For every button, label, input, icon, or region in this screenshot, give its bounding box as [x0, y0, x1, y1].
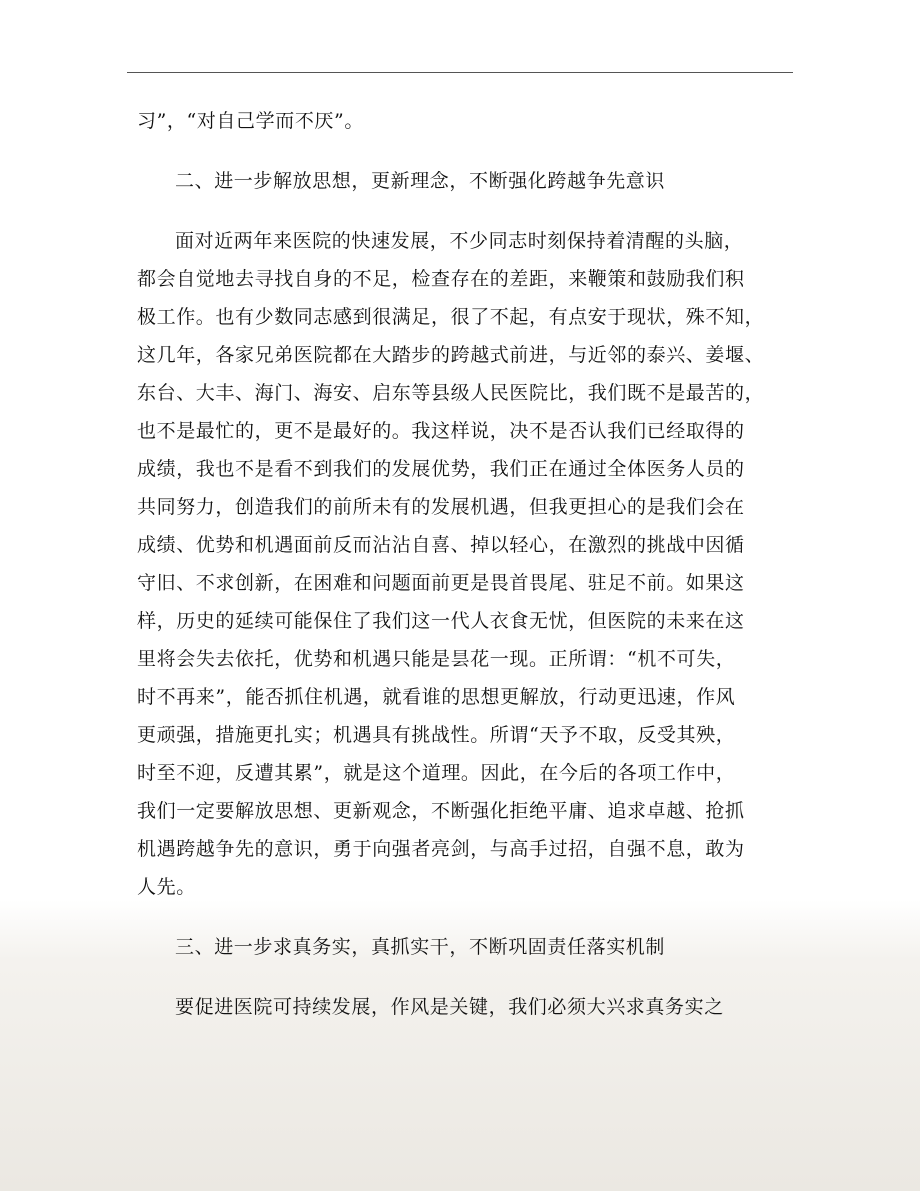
- paragraph-line: 时不再来”，能否抓住机遇，就看谁的思想更解放，行动更迅速，作风: [137, 686, 736, 708]
- paragraph-line: 我们一定要解放思想、更新观念，不断强化拒绝平庸、追求卓越、抢抓: [137, 800, 745, 822]
- paragraph-line: 更顽强，措施更扎实；机遇具有挑战性。所谓“天予不取，反受其殃，: [137, 724, 736, 746]
- paragraph-line: 人先。: [137, 876, 196, 898]
- paragraph-line: 样，历史的延续可能保住了我们这一代人衣食无忧，但医院的未来在这: [137, 610, 745, 632]
- header-rule: [127, 72, 793, 73]
- paragraph-line: 面对近两年来医院的快速发展，不少同志时刻保持着清醒的头脑，: [175, 230, 744, 252]
- paragraph-line: 守旧、不求创新，在困难和问题面前更是畏首畏尾、驻足不前。如果这: [137, 572, 745, 594]
- paragraph-line: 成绩、优势和机遇面前反而沾沾自喜、掉以轻心，在激烈的挑战中因循: [137, 534, 745, 556]
- paragraph-line: 共同努力，创造我们的前所未有的发展机遇，但我更担心的是我们会在: [137, 496, 745, 518]
- paragraph-line: 成绩，我也不是看不到我们的发展优势，我们正在通过全体医务人员的: [137, 458, 745, 480]
- paragraph-line: 也不是最忙的，更不是最好的。我这样说，决不是否认我们已经取得的: [137, 420, 745, 442]
- continuation-line: 习”，“对自己学而不厌”。: [137, 110, 364, 132]
- section-2-heading: 二、进一步解放思想，更新理念，不断强化跨越争先意识: [175, 170, 666, 192]
- section-2-paragraph: [137, 222, 797, 906]
- paragraph-line: 都会自觉地去寻找自身的不足，检查存在的差距，来鞭策和鼓励我们积: [137, 268, 745, 290]
- paragraph-line: 机遇跨越争先的意识，勇于向强者亮剑，与高手过招，自强不息，敢为: [137, 838, 745, 860]
- paragraph-line: 这几年，各家兄弟医院都在大踏步的跨越式前进，与近邻的泰兴、姜堰、: [137, 344, 765, 366]
- paragraph-line: 时至不迎，反遭其累”，就是这个道理。因此，在今后的各项工作中，: [137, 762, 736, 784]
- paragraph-line: 极工作。也有少数同志感到很满足，很了不起，有点安于现状，殊不知，: [137, 306, 765, 328]
- document-body: [137, 102, 797, 1026]
- section-3-first-line: 要促进医院可持续发展，作风是关键，我们必须大兴求真务实之: [175, 996, 724, 1018]
- section-3-heading: 三、进一步求真务实，真抓实干，不断巩固责任落实机制: [175, 936, 666, 958]
- paragraph-line: 东台、大丰、海门、海安、启东等县级人民医院比，我们既不是最苦的，: [137, 382, 765, 404]
- paragraph-line: 里将会失去依托，优势和机遇只能是昙花一现。正所谓：“机不可失，: [137, 648, 736, 670]
